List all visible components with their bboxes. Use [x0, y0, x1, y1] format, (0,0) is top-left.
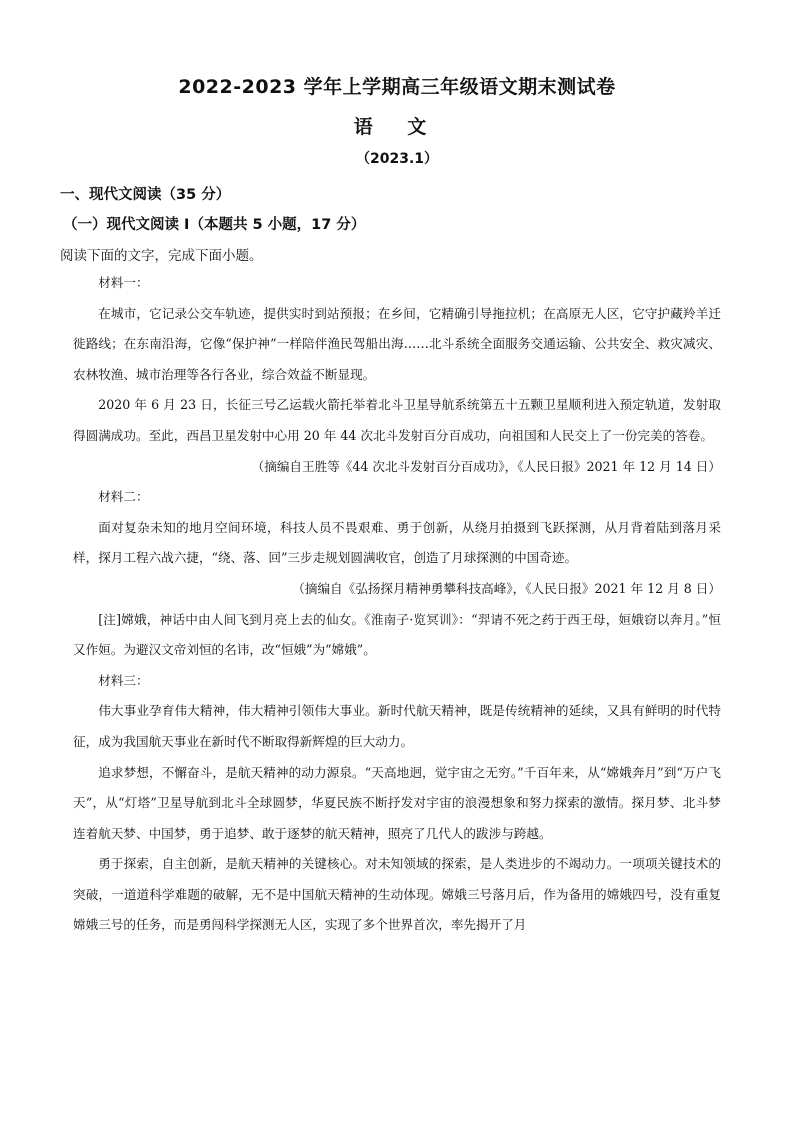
material-label: 材料一：: [98, 275, 149, 290]
paragraph: 面对复杂未知的地月空间环境，科技人员不畏艰难、勇于创新，从绕月拍摄到飞跃探测，从月背着陆到落月采样，探月工程六战六捷，“绕、落、回”三步走规划圆满收官，创造了月球探测的中国奇迹。: [73, 519, 721, 566]
paragraph: 2020 年 6 月 23 日，长征三号乙运载火箭托举着北斗卫星导航系统第五十五颗卫星顺利进入预定轨道，发射取得圆满成功。至此，西昌卫星发射中心用 20 年 44 次北斗发射百分百成功，向祖国和人民交上了一份完美的答卷。: [73, 397, 721, 443]
source-citation: （摘编自王胜等《44 次北斗发射百分百成功》，《人民日报》2021 年 12 月 14 日）: [251, 458, 721, 474]
material-label: 材料二：: [98, 489, 149, 505]
material-label: 材料三：: [98, 672, 149, 688]
subject-heading: 语 文: [353, 116, 441, 138]
reading-passage: [73, 268, 721, 941]
paragraph: 追求梦想，不懈奋斗，是航天精神的动力源泉。“天高地迥，觉宇宙之无穷。”千百年来，从“嫦娥奔月”到“万户飞天”，从“灯塔”卫星导航到北斗全球圆梦，华夏民族不断抒发对宇宙的浪漫想象和努力探索的激情。探月梦、北斗梦连着航天梦、中国梦，勇于追梦、敢于逐梦的航天精神，照亮了几代人的跋涉与跨越。: [73, 764, 721, 841]
paragraph: 勇于探索，自主创新，是航天精神的关键核心。对未知领域的探索，是人类进步的不竭动力。一项项关键技术的突破，一道道科学难题的破解，无不是中国航天精神的生动体现。嫦娥三号落月后，作为备用的嫦娥四号，没有重复嫦娥三号的任务，而是勇闯科学探测无人区，实现了多个世界首次，率先揭开了月: [73, 856, 721, 933]
exam-date: （2023.1）: [355, 151, 439, 167]
source-citation: （摘编自《弘扬探月精神勇攀科技高峰》，《人民日报》2021 年 12 月 8 日）: [292, 580, 721, 596]
section-heading: 一、现代文阅读（35 分）: [60, 187, 231, 203]
subsection-heading: （一）现代文阅读 I（本题共 5 小题，17 分）: [63, 217, 366, 233]
paragraph: 伟大事业孕育伟大精神，伟大精神引领伟大事业。新时代航天精神，既是传统精神的延续，又具有鲜明的时代特征，成为我国航天事业在新时代不断取得新辉煌的巨大动力。: [73, 703, 721, 749]
exam-title: 2022-2023 学年上学期高三年级语文期末测试卷: [178, 76, 616, 98]
footnote: [注]嫦娥，神话中由人间飞到月亮上去的仙女。《淮南子·览冥训》：“羿请不死之药于西王母，姮娥窃以奔月。”恒又作姮。为避汉文帝刘恒的名讳，改“恒娥”为“嫦娥”。: [73, 611, 721, 658]
reading-instruction: 阅读下面的文字，完成下面小题。: [60, 248, 263, 264]
paragraph: 在城市，它记录公交车轨迹，提供实时到站预报；在乡间，它精确引导拖拉机；在高原无人区，它守护藏羚羊迁徙路线；在东南沿海，它像“保护神”一样陪伴渔民驾船出海……北斗系统全面服务交通运输、公共安全、救灾减灾、农林牧渔、城市治理等各行各业，综合效益不断显现。: [73, 305, 721, 382]
